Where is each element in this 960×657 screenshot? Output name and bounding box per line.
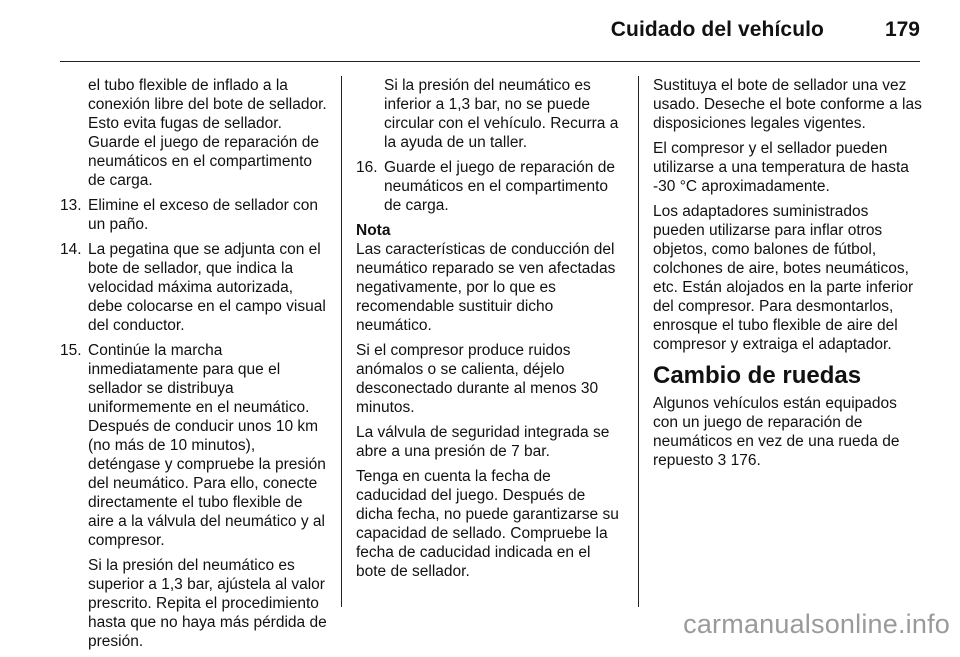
paragraph: Si la presión del neumático es inferior a 1,3 bar, no se puede circular con el vehículo. Recurra a la ayuda de un taller. [384, 77, 619, 151]
column-2 [356, 76, 624, 587]
column-1 [60, 76, 328, 657]
column-divider [341, 76, 342, 607]
page-reference[interactable]: 176. [730, 452, 761, 469]
note-title: Nota [356, 222, 391, 239]
page-header [60, 18, 920, 48]
paragraph: El compresor y el sellador pueden utilizarse a una temperatura de hasta -30 °C aproximadamente. [653, 140, 909, 195]
list-number: 16. [356, 159, 378, 176]
list-item [356, 158, 624, 215]
list-number: 13. [60, 197, 82, 214]
paragraph: Los adaptadores suministrados pueden utilizarse para inflar otros objetos, como balones de fútbol, colchones de aire, botes neumáticos, etc. Están alojados en la parte inferior del compresor. Para desmontarlos, enrosque el tubo flexible de aire del compresor y extraiga el adaptador. [653, 203, 914, 353]
list-text: Guarde el juego de reparación de neumáticos en el compartimento de carga. [384, 159, 615, 214]
list-text: Elimine el exceso de sellador con un paño. [88, 197, 319, 233]
list-item [60, 240, 328, 335]
header-divider [60, 61, 920, 62]
list-text: La pegatina que se adjunta con el bote de sellador, que indica la velocidad máxima autorizada, debe colocarse en el campo visual del conductor. [88, 241, 326, 334]
list-number: 15. [60, 342, 82, 359]
paragraph: el tubo flexible de inflado a la conexión libre del bote de sellador. Esto evita fugas de sellador. Guarde el juego de reparación de neumáticos en el compartimento de carga. [88, 77, 327, 189]
column-3 [653, 76, 923, 476]
list-item [60, 341, 328, 651]
page-number: 179 [884, 18, 920, 41]
column-divider [638, 76, 639, 607]
section-paragraph [653, 394, 923, 470]
note-paragraph: Si el compresor produce ruidos anómalos o se calienta, déjelo desconectado durante al menos 30 minutos. [356, 342, 599, 416]
page-title: Cuidado del vehículo [610, 18, 824, 41]
list-number: 14. [60, 241, 82, 258]
page-reference-icon: 3 [717, 452, 727, 469]
watermark: carmanualsonline.info [683, 609, 950, 639]
section-title: Cambio de ruedas [653, 362, 862, 389]
list-item [60, 196, 328, 234]
section-text: Algunos vehículos están equipados con un juego de reparación de neumáticos en vez de una rueda de repuesto [653, 395, 900, 469]
note-paragraph: La válvula de seguridad integrada se abre a una presión de 7 bar. [356, 424, 610, 460]
list-text: Si la presión del neumático es superior a 1,3 bar, ajústela al valor prescrito. Repita el procedimiento hasta que no haya más pérdida de presión. [88, 557, 327, 650]
note-paragraph: Las características de conducción del neumático reparado se ven afectadas negativamente, por lo que es recomendable sustituir dicho neumático. [356, 241, 616, 334]
list-text: Continúe la marcha inmediatamente para que el sellador se distribuya uniformemente en el neumático. Después de conducir unos 10 km (no más de 10 minutos), deténgase y compruebe la presión del neumático. Para ello, conecte directamente el tubo flexible de aire a la válvula del neumático y al compresor. [88, 342, 326, 549]
paragraph: Sustituya el bote de sellador una vez usado. Deseche el bote conforme a las disposiciones legales vigentes. [653, 77, 922, 132]
note-paragraph: Tenga en cuenta la fecha de caducidad del juego. Después de dicha fecha, no puede garantizarse su capacidad de sellado. Compruebe la fecha de caducidad indicada en el bote de sellador. [356, 468, 619, 580]
